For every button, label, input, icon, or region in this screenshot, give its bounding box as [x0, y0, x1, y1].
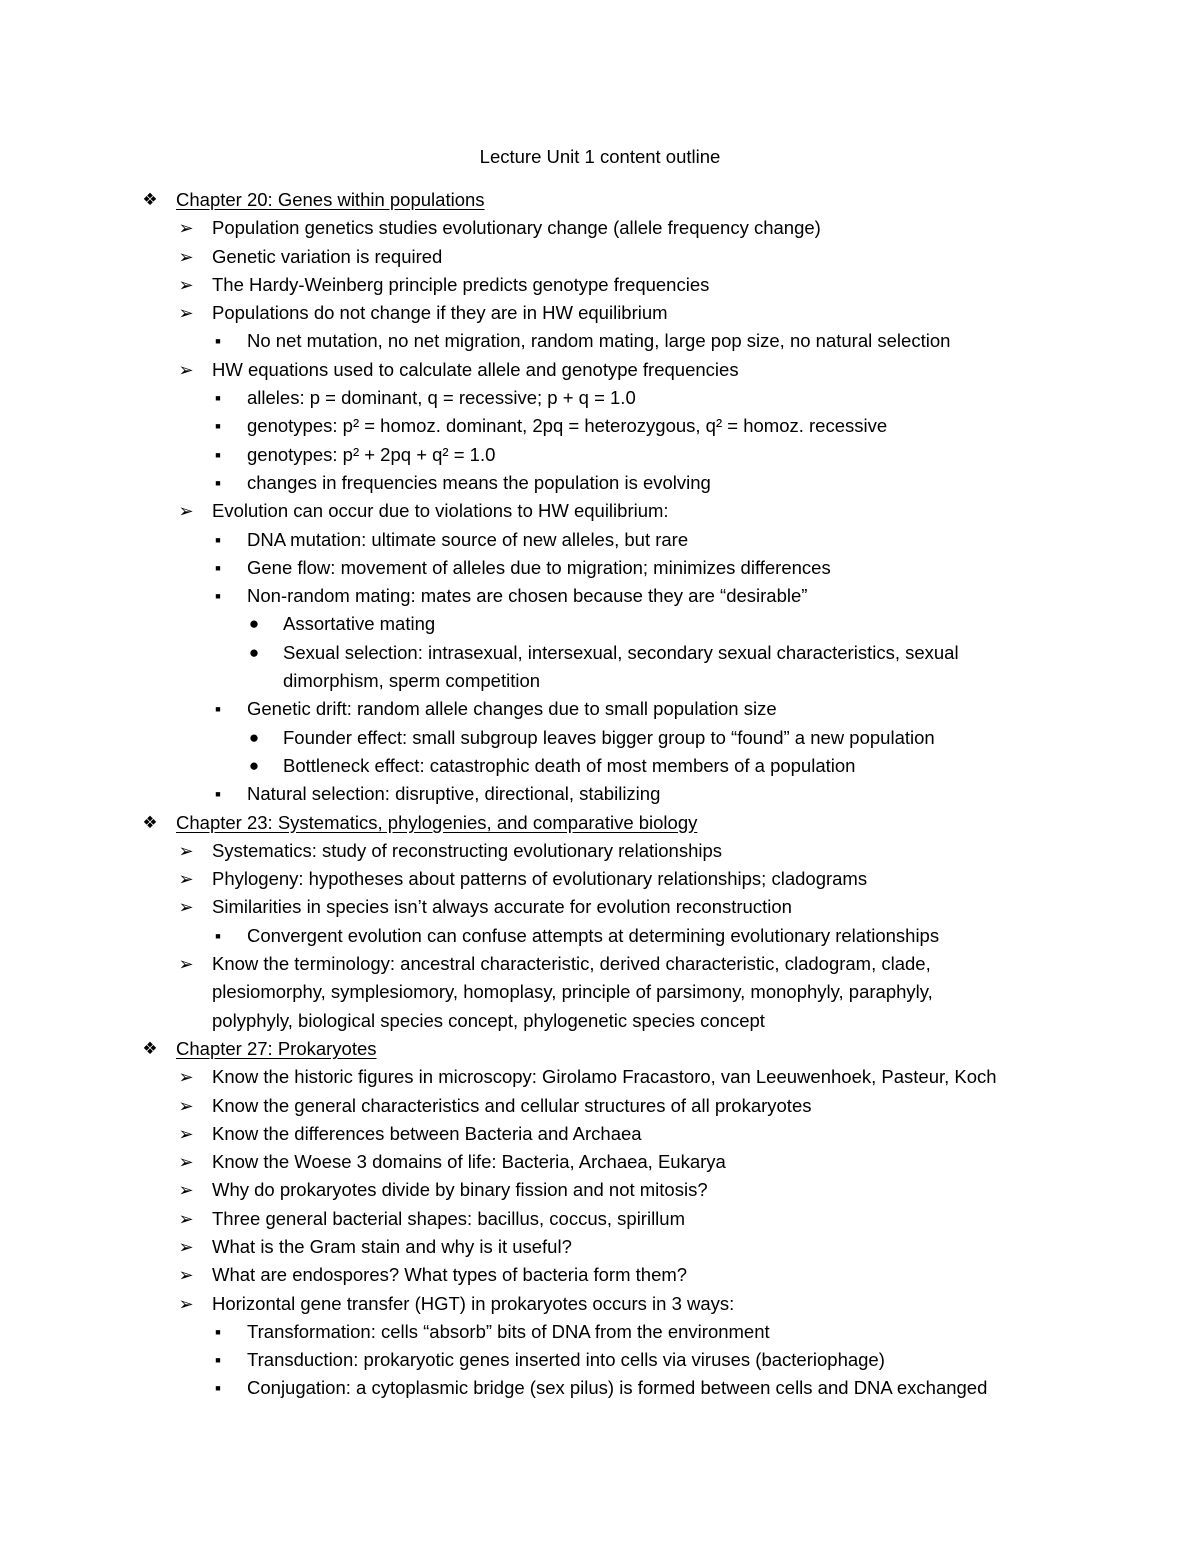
outline-item — [0, 1233, 1200, 1261]
outline-text: No net mutation, no net migration, random mating, large pop size, no natural selection — [247, 330, 951, 352]
square-bullet-icon: ■ — [215, 393, 221, 404]
outline-item — [0, 893, 1200, 921]
outline-subitem — [0, 695, 1200, 723]
outline-item — [0, 1092, 1200, 1120]
outline-item — [0, 1176, 1200, 1204]
outline-text: Population genetics studies evolutionary change (allele frequency change) — [212, 217, 821, 239]
outline-subsubitem — [0, 724, 1200, 752]
outline-text: Know the differences between Bacteria and Archaea — [212, 1122, 642, 1144]
outline-text: Transformation: cells “absorb” bits of DNA from the environment — [247, 1320, 770, 1342]
outline-text: Know the general characteristics and cellular structures of all prokaryotes — [212, 1094, 812, 1116]
outline-subitem — [0, 554, 1200, 582]
outline-subitem — [0, 1318, 1200, 1346]
outline-text: Convergent evolution can confuse attempts at determining evolutionary relationships — [247, 924, 940, 946]
outline-item — [0, 1063, 1200, 1091]
chapter-heading — [0, 809, 1200, 837]
outline-subitem — [0, 327, 1200, 355]
square-bullet-icon: ■ — [215, 789, 221, 800]
arrow-bullet-icon: ➢ — [178, 1067, 194, 1088]
arrow-bullet-icon: ➢ — [178, 1236, 194, 1257]
outline-item — [0, 865, 1200, 893]
outline-subitem — [0, 441, 1200, 469]
square-bullet-icon: ■ — [215, 421, 221, 432]
outline-text: Evolution can occur due to violations to HW equilibrium: — [212, 500, 669, 522]
outline-text: Know the Woese 3 domains of life: Bacteria, Archaea, Eukarya — [212, 1151, 726, 1173]
outline-item — [0, 243, 1200, 271]
arrow-bullet-icon: ➢ — [178, 897, 194, 918]
square-bullet-icon: ■ — [215, 449, 221, 460]
dot-bullet-icon: ● — [248, 614, 260, 634]
outline-text: Systematics: study of reconstructing evolutionary relationships — [212, 839, 723, 861]
arrow-bullet-icon: ➢ — [178, 954, 194, 975]
outline-text: What are endospores? What types of bacteria form them? — [212, 1264, 688, 1286]
outline-item — [0, 214, 1200, 242]
outline-text: Sexual selection: intrasexual, intersexual, secondary sexual characteristics, sexual — [283, 641, 959, 663]
square-bullet-icon: ■ — [215, 704, 221, 715]
outline-text: Three general bacterial shapes: bacillus, coccus, spirillum — [212, 1207, 685, 1229]
outline-text: Genetic drift: random allele changes due to small population size — [247, 698, 777, 720]
outline-text: Natural selection: disruptive, directional, stabilizing — [247, 783, 661, 805]
dot-bullet-icon: ● — [248, 642, 260, 662]
outline-text: changes in frequencies means the population is evolving — [247, 471, 711, 493]
outline-continuation-line — [0, 1007, 1200, 1035]
outline-continuation-line — [0, 667, 1200, 695]
outline-text: The Hardy-Weinberg principle predicts genotype frequencies — [212, 273, 710, 295]
outline-text: dimorphism, sperm competition — [283, 670, 541, 692]
outline-subitem — [0, 384, 1200, 412]
outline-subitem — [0, 526, 1200, 554]
diamond-bullet-icon: ❖ — [142, 190, 158, 209]
outline-text: Gene flow: movement of alleles due to migration; minimizes differences — [247, 556, 831, 578]
outline-text: Know the terminology: ancestral characteristic, derived characteristic, cladogram, clade, — [212, 953, 931, 975]
outline-text: Genetic variation is required — [212, 245, 443, 267]
outline-item — [0, 837, 1200, 865]
outline-text: DNA mutation: ultimate source of new alleles, but rare — [247, 528, 689, 550]
outline-item — [0, 1120, 1200, 1148]
outline-text: Chapter 20: Genes within populations — [176, 189, 485, 210]
outline-text: Populations do not change if they are in HW equilibrium — [212, 302, 668, 324]
arrow-bullet-icon: ➢ — [178, 501, 194, 522]
arrow-bullet-icon: ➢ — [178, 359, 194, 380]
outline-text: alleles: p = dominant, q = recessive; p + q = 1.0 — [247, 387, 636, 409]
chapter-heading — [0, 1035, 1200, 1063]
dot-bullet-icon: ● — [248, 727, 260, 747]
arrow-bullet-icon: ➢ — [178, 1265, 194, 1286]
outline-text: Non-random mating: mates are chosen because they are “desirable” — [247, 585, 808, 607]
square-bullet-icon: ■ — [215, 1326, 221, 1337]
outline-subitem — [0, 922, 1200, 950]
outline-subsubitem — [0, 610, 1200, 638]
outline-text: genotypes: p² + 2pq + q² = 1.0 — [247, 443, 496, 465]
outline-text: plesiomorphy, symplesiomory, homoplasy, principle of parsimony, monophyly, paraphyly, — [212, 981, 933, 1003]
outline-text: genotypes: p² = homoz. dominant, 2pq = heterozygous, q² = homoz. recessive — [247, 415, 888, 437]
square-bullet-icon: ■ — [215, 1383, 221, 1394]
dot-bullet-icon: ● — [248, 755, 260, 775]
square-bullet-icon: ■ — [215, 534, 221, 545]
outline-item — [0, 271, 1200, 299]
square-bullet-icon: ■ — [215, 477, 221, 488]
square-bullet-icon: ■ — [215, 1355, 221, 1366]
outline-text: Chapter 27: Prokaryotes — [176, 1037, 377, 1059]
arrow-bullet-icon: ➢ — [178, 869, 194, 890]
square-bullet-icon: ■ — [215, 591, 221, 602]
arrow-bullet-icon: ➢ — [178, 274, 194, 295]
outline-text: Transduction: prokaryotic genes inserted into cells via viruses (bacteriophage) — [247, 1349, 885, 1371]
outline-text: Bottleneck effect: catastrophic death of most members of a population — [283, 754, 856, 776]
outline-text: HW equations used to calculate allele and genotype frequencies — [212, 358, 739, 380]
outline-subitem — [0, 1346, 1200, 1374]
outline-text: Founder effect: small subgroup leaves bigger group to “found” a new population — [283, 726, 935, 748]
outline-text: Know the historic figures in microscopy: Girolamo Fracastoro, van Leeuwenhoek, Pasteur, Koch — [212, 1066, 997, 1088]
outline-text: polyphyly, biological species concept, phylogenetic species concept — [212, 1009, 765, 1031]
arrow-bullet-icon: ➢ — [178, 1208, 194, 1229]
page-title: Lecture Unit 1 content outline — [479, 146, 721, 167]
outline-subsubitem — [0, 639, 1200, 667]
outline-text: Assortative mating — [283, 613, 436, 635]
outline-item — [0, 1261, 1200, 1289]
arrow-bullet-icon: ➢ — [178, 840, 194, 861]
square-bullet-icon: ■ — [215, 930, 221, 941]
outline-continuation-line — [0, 978, 1200, 1006]
outline-subitem — [0, 582, 1200, 610]
arrow-bullet-icon: ➢ — [178, 303, 194, 324]
outline-item — [0, 299, 1200, 327]
outline-subitem — [0, 412, 1200, 440]
outline-subitem — [0, 780, 1200, 808]
outline-item — [0, 497, 1200, 525]
outline-text: Similarities in species isn’t always accurate for evolution reconstruction — [212, 896, 792, 918]
chapter-heading — [0, 186, 1200, 214]
arrow-bullet-icon: ➢ — [178, 1095, 194, 1116]
outline-text: Phylogeny: hypotheses about patterns of evolutionary relationships; cladograms — [212, 868, 868, 890]
outline-text: Horizontal gene transfer (HGT) in prokaryotes occurs in 3 ways: — [212, 1292, 735, 1314]
arrow-bullet-icon: ➢ — [178, 1123, 194, 1144]
outline-text: What is the Gram stain and why is it useful? — [212, 1235, 572, 1257]
diamond-bullet-icon: ❖ — [142, 1038, 158, 1058]
outline-item — [0, 356, 1200, 384]
square-bullet-icon: ■ — [215, 562, 221, 573]
outline-item — [0, 1290, 1200, 1318]
outline-subitem — [0, 1374, 1200, 1402]
outline-item — [0, 1148, 1200, 1176]
outline-subitem — [0, 469, 1200, 497]
diamond-bullet-icon: ❖ — [142, 812, 158, 832]
outline-item — [0, 1205, 1200, 1233]
arrow-bullet-icon: ➢ — [178, 246, 194, 267]
content-outline — [0, 186, 1200, 1403]
arrow-bullet-icon: ➢ — [178, 1152, 194, 1173]
arrow-bullet-icon: ➢ — [178, 1293, 194, 1314]
outline-subsubitem — [0, 752, 1200, 780]
arrow-bullet-icon: ➢ — [178, 1180, 194, 1201]
outline-text: Conjugation: a cytoplasmic bridge (sex pilus) is formed between cells and DNA exchanged — [247, 1377, 988, 1399]
outline-item — [0, 950, 1200, 978]
arrow-bullet-icon: ➢ — [178, 218, 194, 239]
square-bullet-icon: ■ — [215, 336, 221, 347]
outline-text: Why do prokaryotes divide by binary fission and not mitosis? — [212, 1179, 708, 1201]
outline-text: Chapter 23: Systematics, phylogenies, and comparative biology — [176, 811, 698, 833]
